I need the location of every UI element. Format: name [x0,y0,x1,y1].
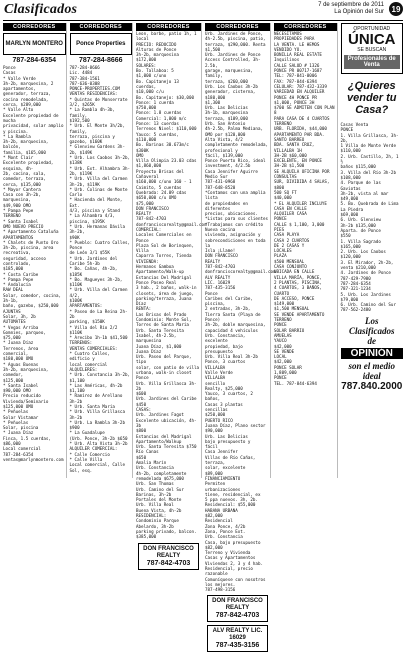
listing-text: Urb. Jardines de Ponce, 4h-2.5b, piscina, patio, terraza, $290,000. Renta $1,500 Urb. Jardines de Ponce Access Controlled, 3h-2.5b, garage, marquesina, family, terraza, $260,000 Urb. Los Caobos 3h-2b generador, cisterna, $180,000 $1,300 Urb. Las Delicias 3h-1b, marquesina terraza, $109,000 Urb. San Antonio 4h-2.5b, Palma Mediana, OMO por $120,000 Alta Vista, 4/2 completamente remodelada, profesional y fácil, $139,000 Ponce Puerto Rico, ideal investment, 4/2.5b Casa Jennifer Aguirre Medio Sur 787-431-0968 787-648-8520 *Contamos con una amplia lista de propiedades en diferentes precios, ubicaciones. *Listas para sus clientes *Trabajamos con crédito Nueva cocina vivienda, asignación y sobrecondiciones en toda la Isla ¡Llame! DON FRANCISCO REALTY 787-842-4703 donfranciscorealty@gmail.com ALV REALTY LIC. 16029 787-435-3156 Ponce Caribes del Caribe, piscina, 2 entradas, 3h-2b, Tierra Santa (Playa de Ponce) 3h-2b, doble marquesina, capacidad 4 vehículos Urb. Constancia, excelente propiedad, bajo presupuesto Urb. Villa Real 3h-2b Ponce, 3 cuartos VILLALBA Valle Verde VILLALBA sencillo Realty, $25,000 Yauco, 3 cuartos, 2 baños, Casas 3 plantas sencillas $250,000 PUERTO RICO Juana Díaz, Plano sector $90,000 Urb. Las Delicias bajo presupuesto y fácil Casa Jennifer Villas de Río Cañas, terraza, solar, excelente $89,000 FINANCIAMIENTO Permiten urbanizaciones tiene, residencial, ex 5 ppa nuevos. 3h, 2b. Residencial: $55,000 HABANA URBANA $82,000 Residencial Zona Ponce, 4/2b Zona, Ponce Ext. Urb. Constancia Casa, bajo presupuesto $82,000 Terreno y Vivienda Casas y Apartamentos Viviendas 2, 3 y 4 hab. Residencial, precio razonable Comuníquese con nosotros los mejores. 787-498-3156 [205,31,276,593]
column-heading: CORREDORES [136,23,201,31]
realty-ad-title: DON FRANCISCO REALTY [212,598,263,612]
promo-line2: Clasificados [348,325,395,336]
classifieds-promo [341,316,404,392]
promo-phone: 787.840.2000 [341,380,403,392]
column-3 [136,23,207,567]
agency-logo: MARLYN MONTERO [3,33,66,55]
column-heading: CORREDORES [205,23,270,31]
promo-subhead: SE BUSCAN [357,47,387,53]
sell-your-home-ad [341,77,404,119]
page-header [0,0,406,20]
promo-kicker: OPORTUNIDAD [353,26,391,32]
promo-line3: de [367,335,376,346]
newspaper-name: La Opinión del Sur [334,9,384,15]
promo-line4: son el medio ideal [348,360,395,381]
promo-question: ¿Quieres vender tu Casa? [346,80,397,116]
promo-banner: Profesionales de Venta [344,55,401,69]
realty-ad-title: ALV REALTY LIC. 16029 [212,628,263,642]
right-column [341,23,404,478]
header-meta [318,2,384,16]
page-number: 19 [389,2,403,16]
right-listing-text: Casas Venta PONCE 1. Villa Grillasca, 3h-2b, 1 Villa de Monte Verde $110,000 2. Urb. Castillo, 2h, 1 ½ baños $115,000 3. Villa del Río 3h-2b $108,000 4. Parque de las Gaviotas 3h-2b, vista al mar $49,000 5. Bo. Quebrada de Lima La Piedra $69,000 6. Urb. Glenview 3h-2b $135,000 Aparta. de Ponce $550 1. Villa Sagrado $165,000 2. Urb. Los Caobos $120,000 3. El Mirador, 2h-2b, venta $210,000 4. Jardines de Ponce 787-429-7980 787-284-6354 787-321-1234 5. Urb. Los Jardines $79,000 6. Urb. Camino del Sur 787-562-2480 [340,122,399,313]
listing-text: 787-284-8666 Lic. 4484 787-384-1561 787-636-0308 PONCE-PROPERTIES.COM VENTAS RESIDENCIAS: * Quintas de Monserrate 3/2, $265K * La Rambla 4h-3b, family, $192,500 * Urb. El Monte 3h/2b, family, terraza, piscina y gazebo, $160K * Glenview Gardens 3h-2b, $149K * Urb. Los Caobos 3h-2b, $138K * Urb. Ext. Alhambra 3h-2b, $119K * Urb. Villa del Carmen 3h-2b, $119K * Urb. Colinas de Monte Carlo * Hacienda del Monte, Ext. 4/3, piscina y Stand * La Alhambra 4/3, piscina, $195K * Urb. Hermanas Dávila 3h-2b, $90K * Pueblo: Cuatro Calles, Ponce de León 3/1 $55K * Urb. Jardines del Caribe 5h-3b * Bo. Cañas, 4h-2b, $185K * Bo. Magueyes 3h-2b, $110K * Urb. Villa del Carmen 4/2, $100K APARTAMENTOS: * Paseo de La Reina 2h-2b parking, $150K * Villa del Río 2/2 $110K * Arecibo 1h-1b $41,500 TERRENOS: VENTAS COMERCIALES: * Cuatro Calles, edificio y local comercial ALQUILERES: * Urb. Constancia 3h-2b, $1,100 * Las Américas, 4h-2b $1,100 * Ramírez de Arellano 3h-2b * Urb. Santa María * Urb. Villa Grillasca 3h-2b * Urb. La Rambla 3h-2b $900 * La Guadalupe (Urb. Ponce, 3h-2b $650 * Urb. Alta Vista 3h-2b ALQUILER COMERCIAL: * Calle Comercio * Calle Villa Local comercial, Calle Sol, esq. [69,65,131,473]
opinion-logo: OPINIÓN [341,348,404,359]
column-heading: CORREDORES [3,23,66,31]
section-title: Clasificados [4,2,78,17]
realty-ad-phone: 787-842-4703 [215,612,260,620]
realty-ad [207,595,268,622]
realty-ad-phone: 787-842-4703 [146,559,191,567]
realty-ad-phone: 787-435-3156 [215,642,260,650]
listing-text: Ponce Casas * Valle Verde 3h-2b, marquesina, 2 apartamentos, generador, terraza, cocina remodelada, cerca, $289,000 * Valle Alto Excelente propiedad de mucha privacidad, solar amplio y piscina. * La Rambla 3h-2b, marquesina, balcón, familia, $165,000 * Mont Clair Excelente propiedad, esquina, 4h- 2b, cocina, sala, comedor, terraza, cerca, $135,000 * Mayor Cantera Casa con 3h-2b, marquesina, $49,900 OMO * Pampa Pepe TERRENO * Santa Isabel OMO NUEVO PRECIO * Apartamento Cataluña APARTAMENTOS * Chalets de Punto Oro 3h-2b, piscina, area recreativa, seguridad, acceso controlado, $185,000 * Costa Caribe * Pampa Pepe * Andalucía RAW DEAL Solar, comedor, cocina, 3h-1b, baño, gazebo, $250,000 AJUNTAS Solar, 3h, 2b AUTOMATES * Vegas Arriba Gomnies, parqueo, $75,000 * Juana Díaz Terrenos, área comercial, $180,000 OMO * Aguas Buenas 3h-2b, marquesina, comedor, $125,000 * Santa Isabel $90,000 OMO Precio reducido Vivienda/Seminario $125,000 OMO * Peñuelas Solar Vistamar * Peñuelas Solar, piscina * Juana Díaz Finca, 1.5 cuerdas, $86,000 Local comercial 787-284-6354 ventas@marlynmontero.com [3,65,64,462]
listing-text: NECESITAMOS PROPIEDADES PARA LA VENTA. LE HEMOS VENDIDO YO. BONILLA REAL ESTATE Inquilinos CALLE SALUD # 1326 PONCE PR 00717-1687 TEL: 787-841-0006 FAX: 787-844-6394 CELULAR: 787-432-3339 VARIEDAD EN ALQUILER PONCE 4H PONCE PR $1,000, PONCE 3H $700 SE ADMITEN CON PLAN 8 PARA CASA DE 4 CUARTOS TERRENO URB. FLORIDA, $44,000 APARTAMENTO PAR BDA. SANTO BARREO BDA. SANTA CRUZ, VILLALBA 1H 3H-2B $60,000 EXCELENTE, EN PONCE 3H-2B $1,500 SE ALQUILA OFICINA POR CONSULTAS SUR, DIVIDIDA 4 SALAS, $800 500 SQ FT $40,000 * EL ALQUILER INCLUYE CASA EN CALLE ALQUILER CASA PONCE CALLE $ 1,100, 3,000 PIES CASA PLAYA CASA 2 CUARTOS DE 2 CASAS Y LOCALES PLAZA $500 MENSUAL CASA CONJUNTO UBICADA EN CALLE VILLA MARÍA, PONCE, 2 PLANTAS, PISCINA, 4 CUARTOS, 3 BAÑOS, CUARTO DE ACCESO, PONCE $149,000 $1,500 MENSUAL SE VENDE APARTAMENTO TERRENO PONCE SOLAR BARRIO AMUELAS YAUCO $42,000 SE VENDE LOCAL $42,000 PONCE SOLAR 1,809,000 PONCE TEL. 787-844-6394 [274,31,335,386]
realty-ad-title: DON FRANCISCO REALTY [143,545,194,559]
realty-ad [138,543,199,570]
promo-line1: Los [365,315,379,326]
agency-logo: Ponce Properties [70,33,133,55]
column-heading: CORREDORES [274,23,337,31]
column-1 [3,23,67,478]
column-2 [70,23,134,478]
classifieds-grid [0,21,406,650]
job-opportunity-ad [341,23,404,74]
issue-date: 7 de septiembre de 2011 [318,2,384,8]
agency-phone: 787-284-8666 [78,57,123,64]
column-heading: CORREDORES [70,23,133,31]
column-4 [205,23,276,650]
agency-phone: 787-284-6354 [12,57,57,64]
realty-ad [207,625,268,652]
promo-headline: ÚNICA [348,31,396,48]
listing-text: Leon, barbe, patio 1h, 1 local PRECIO: REDUCIDO Alturas de Ponce 3h-2b, marquesina $172,000 SOLARES: Bo. Tallaboa: 5 $1,000 c/uno Bo. Capitanejo 13 cuerdas, $10,000 c/u Bo. Capitanejo: $30,000 Ponce: 1 cuerda $750,000 Ponce: 1.8 cuerdas Comercial: 1,000 m/c Ponce: 13 cuerdas Terrenos Nivel: $110,000 Yauco: 5 cuerdas, $110,000 Bo. Barinas 30.673m/c $300K OMO Villa Olimpia 23.03 cdas $1,860,000 Proyecto Brisas del Cañaveral $160,000 c/uno 160 - 1 Caimito, 5 cuerdas Quebrada: 24.09 cdas $650,000 c/u OMO $75,000 DON FRANCISCO REALTY 787-842-4703 donfranciscorealty@gmail.com COMERCIAL: Locales Comerciales en Ponce Plaza Sol de Borinquen, Villa Caparra Torres, Tienda VIVIENDA: Hermanos Gamboa Apartamento/Walk-up Estancias Del Madrigal Ponce Paseo Real 3 hab., 2 baños, walk-in closets, área de juego, parking/terraza, Juana Díaz RENTA: Las Brisas del Prado Condominio: Monte Sol, Torres de Santa María Urb. Santa Teresita Isabel, 4h-2.5b, marquesina Juana Díaz, $1,000 Juana Díaz Urb. Paseo del Parque, tipo solar, con patio de villa urbana, walk-in closet Ponce Urb. Villa Grillasca 3h-2b $600 Urb. Jardines del Caribe $450 CASAS: Urb. Jardines Fagot Excelente ubicación, 4h-3b $800 Estancias del Madrigal Apartamento/Walkup Urb. Santa Teresita $750 Río Canas $650 Amalia Marín Urb. Constancia 4h-2b, completamente remodelada $675,000 Urb. San Thomas Urb. Camino del Sur Barinas, 3h-2b Portales del Monte Urb. Villa Real Buena Vista, 4h-2b RESIDENCIAL: Condominio Parque Abelardo, 3h-2b parking privado, balcon. $385,000 [136,31,207,540]
column-5 [274,23,338,478]
